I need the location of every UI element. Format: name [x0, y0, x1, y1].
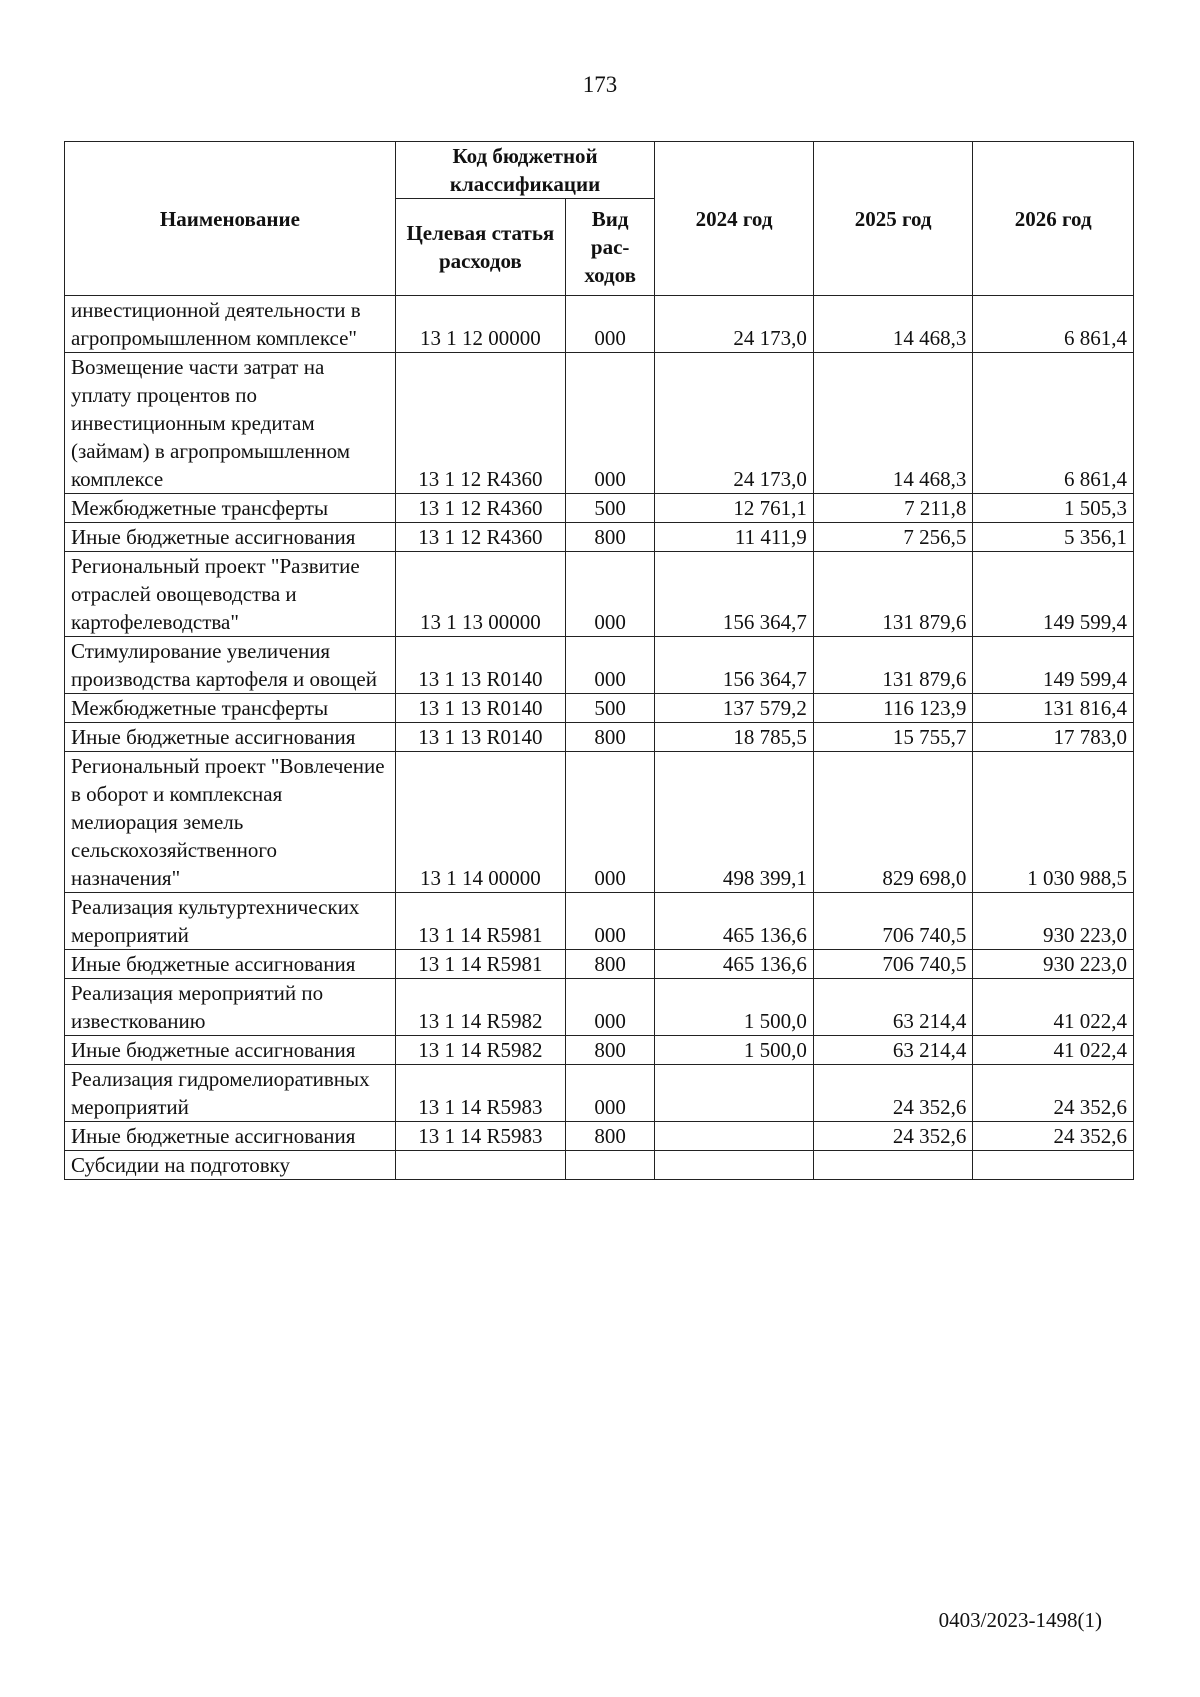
row-target-article: 13 1 14 R5983 [395, 1122, 565, 1151]
row-value-2025: 24 352,6 [813, 1065, 973, 1122]
row-target-article: 13 1 14 R5981 [395, 950, 565, 979]
row-expense-type: 000 [565, 1065, 654, 1122]
row-value-2026: 930 223,0 [973, 893, 1134, 950]
row-target-article: 13 1 12 R4360 [395, 523, 565, 552]
row-value-2025: 706 740,5 [813, 893, 973, 950]
row-value-2026: 1 030 988,5 [973, 752, 1134, 893]
row-target-article: 13 1 13 R0140 [395, 723, 565, 752]
table-row [65, 752, 1134, 893]
row-expense-type: 800 [565, 523, 654, 552]
row-expense-type: 500 [565, 494, 654, 523]
row-name: Межбюджетные трансферты [65, 494, 396, 523]
header-expense-type: Вид рас-ходов [565, 199, 654, 296]
row-value-2024: 156 364,7 [655, 637, 813, 694]
row-name: Реализация культуртехнических мероприятий [65, 893, 396, 950]
row-value-2024: 24 173,0 [655, 296, 813, 353]
row-expense-type: 000 [565, 296, 654, 353]
row-target-article [395, 1151, 565, 1180]
header-code-group: Код бюджетной классификации [395, 142, 655, 199]
row-value-2025: 116 123,9 [813, 694, 973, 723]
row-name: Региональный проект "Развитие отраслей овощеводства и картофелеводства" [65, 552, 396, 637]
row-value-2024: 1 500,0 [655, 1036, 813, 1065]
table-header [65, 142, 1134, 296]
row-value-2026: 149 599,4 [973, 637, 1134, 694]
row-value-2025 [813, 1151, 973, 1180]
row-value-2025: 15 755,7 [813, 723, 973, 752]
row-value-2024: 18 785,5 [655, 723, 813, 752]
row-value-2025: 63 214,4 [813, 979, 973, 1036]
row-expense-type: 500 [565, 694, 654, 723]
row-target-article: 13 1 13 R0140 [395, 694, 565, 723]
row-value-2026: 41 022,4 [973, 1036, 1134, 1065]
row-name: Субсидии на подготовку [65, 1151, 396, 1180]
row-target-article: 13 1 12 00000 [395, 296, 565, 353]
row-value-2026: 6 861,4 [973, 353, 1134, 494]
row-value-2026 [973, 1151, 1134, 1180]
table-row [65, 1151, 1134, 1180]
row-value-2026: 149 599,4 [973, 552, 1134, 637]
table-row [65, 296, 1134, 353]
row-expense-type: 000 [565, 637, 654, 694]
row-target-article: 13 1 13 R0140 [395, 637, 565, 694]
table-row [65, 694, 1134, 723]
row-value-2026: 24 352,6 [973, 1065, 1134, 1122]
row-value-2024: 498 399,1 [655, 752, 813, 893]
budget-table [64, 141, 1134, 1180]
row-name: Межбюджетные трансферты [65, 694, 396, 723]
row-name: Иные бюджетные ассигнования [65, 1036, 396, 1065]
row-name: Региональный проект "Вовлечение в оборот и комплексная мелиорация земель сельскохозяйственного назначения" [65, 752, 396, 893]
document-code: 0403/2023-1498(1) [938, 1608, 1102, 1632]
row-name: Стимулирование увеличения производства картофеля и овощей [65, 637, 396, 694]
table-row [65, 1036, 1134, 1065]
table-row [65, 1065, 1134, 1122]
table-row [65, 494, 1134, 523]
row-value-2024: 1 500,0 [655, 979, 813, 1036]
row-value-2024 [655, 1065, 813, 1122]
row-value-2025: 131 879,6 [813, 552, 973, 637]
row-value-2025: 131 879,6 [813, 637, 973, 694]
row-value-2024: 137 579,2 [655, 694, 813, 723]
row-expense-type: 800 [565, 950, 654, 979]
row-value-2025: 63 214,4 [813, 1036, 973, 1065]
row-name: Иные бюджетные ассигнования [65, 523, 396, 552]
table-row [65, 950, 1134, 979]
row-target-article: 13 1 13 00000 [395, 552, 565, 637]
table-row [65, 893, 1134, 950]
row-value-2026: 41 022,4 [973, 979, 1134, 1036]
row-value-2026: 1 505,3 [973, 494, 1134, 523]
row-expense-type: 000 [565, 893, 654, 950]
row-value-2026: 17 783,0 [973, 723, 1134, 752]
row-target-article: 13 1 14 R5983 [395, 1065, 565, 1122]
row-value-2025: 24 352,6 [813, 1122, 973, 1151]
row-value-2024: 465 136,6 [655, 950, 813, 979]
page-number: 173 [582, 72, 618, 97]
row-name: Возмещение части затрат на уплату процентов по инвестиционным кредитам (займам) в агропромышленном комплексе [65, 353, 396, 494]
table-row [65, 979, 1134, 1036]
row-value-2025: 14 468,3 [813, 353, 973, 494]
row-value-2026: 131 816,4 [973, 694, 1134, 723]
table-row [65, 353, 1134, 494]
row-expense-type [565, 1151, 654, 1180]
row-name: Иные бюджетные ассигнования [65, 1122, 396, 1151]
row-expense-type: 000 [565, 353, 654, 494]
row-target-article: 13 1 14 R5981 [395, 893, 565, 950]
row-value-2025: 7 256,5 [813, 523, 973, 552]
table-row [65, 1122, 1134, 1151]
row-expense-type: 800 [565, 1122, 654, 1151]
row-expense-type: 000 [565, 979, 654, 1036]
row-name: Иные бюджетные ассигнования [65, 950, 396, 979]
row-value-2025: 7 211,8 [813, 494, 973, 523]
row-value-2025: 829 698,0 [813, 752, 973, 893]
row-value-2026: 6 861,4 [973, 296, 1134, 353]
header-year-2025: 2025 год [813, 142, 973, 296]
row-value-2024: 11 411,9 [655, 523, 813, 552]
row-target-article: 13 1 14 00000 [395, 752, 565, 893]
header-name: Наименование [65, 142, 396, 296]
row-name: Иные бюджетные ассигнования [65, 723, 396, 752]
row-expense-type: 800 [565, 1036, 654, 1065]
table-row [65, 552, 1134, 637]
row-name: инвестиционной деятельности в агропромышленном комплексе" [65, 296, 396, 353]
row-target-article: 13 1 14 R5982 [395, 1036, 565, 1065]
row-value-2024: 156 364,7 [655, 552, 813, 637]
row-value-2026: 930 223,0 [973, 950, 1134, 979]
row-value-2024 [655, 1151, 813, 1180]
row-value-2026: 24 352,6 [973, 1122, 1134, 1151]
row-value-2024: 24 173,0 [655, 353, 813, 494]
row-value-2024: 465 136,6 [655, 893, 813, 950]
row-value-2024 [655, 1122, 813, 1151]
row-expense-type: 000 [565, 552, 654, 637]
row-value-2026: 5 356,1 [973, 523, 1134, 552]
row-expense-type: 800 [565, 723, 654, 752]
header-year-2024: 2024 год [655, 142, 813, 296]
row-expense-type: 000 [565, 752, 654, 893]
header-year-2026: 2026 год [973, 142, 1134, 296]
row-value-2025: 14 468,3 [813, 296, 973, 353]
header-target-article: Целевая статья расходов [395, 199, 565, 296]
row-target-article: 13 1 12 R4360 [395, 494, 565, 523]
row-value-2025: 706 740,5 [813, 950, 973, 979]
row-value-2024: 12 761,1 [655, 494, 813, 523]
row-name: Реализация гидромелиоративных мероприятий [65, 1065, 396, 1122]
table-body [65, 296, 1134, 1180]
row-name: Реализация мероприятий по известкованию [65, 979, 396, 1036]
table-row [65, 723, 1134, 752]
row-target-article: 13 1 14 R5982 [395, 979, 565, 1036]
table-row [65, 637, 1134, 694]
table-row [65, 523, 1134, 552]
row-target-article: 13 1 12 R4360 [395, 353, 565, 494]
